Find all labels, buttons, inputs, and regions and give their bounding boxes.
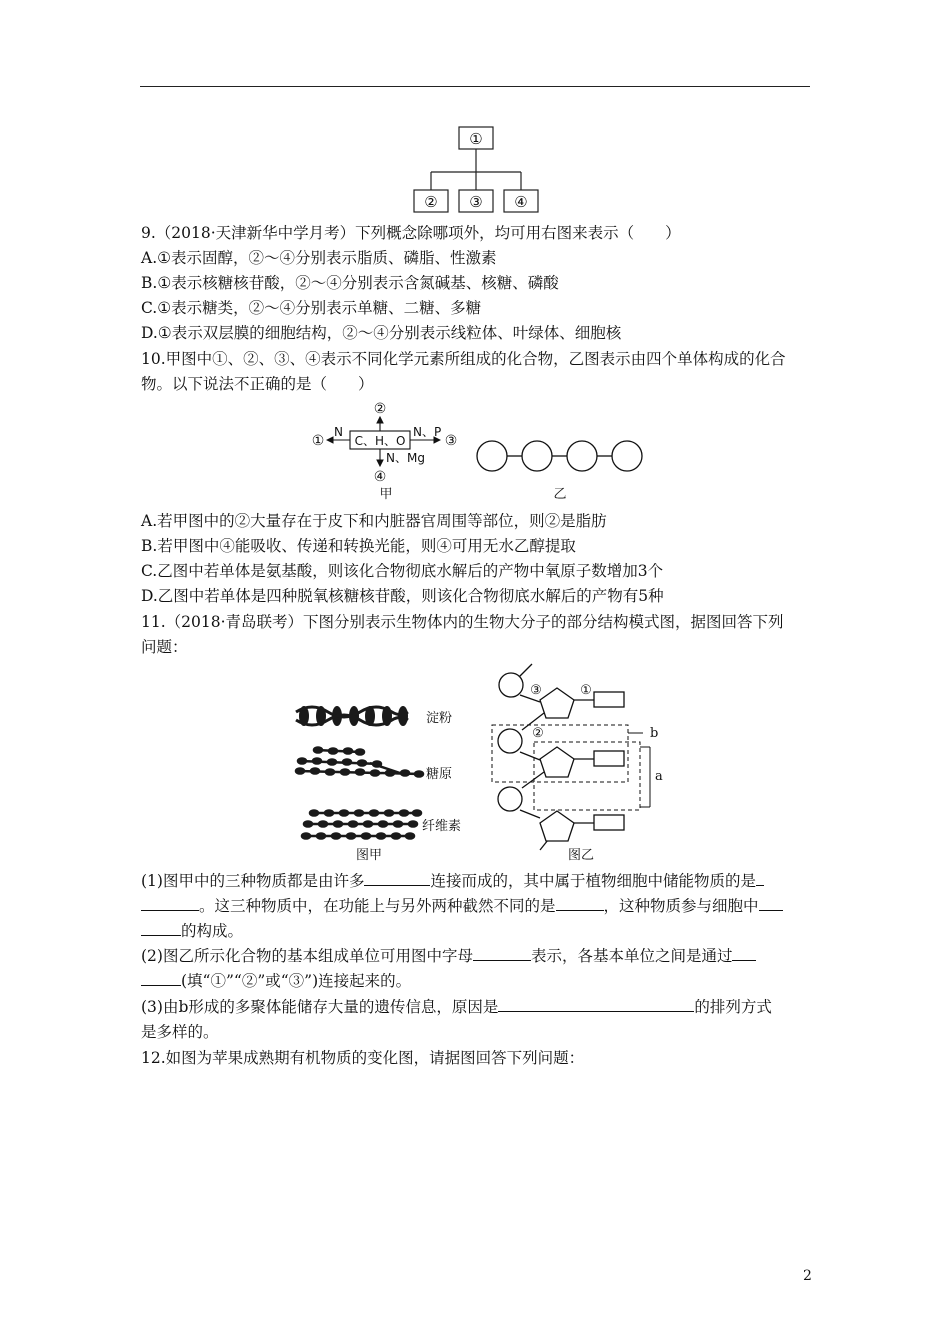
q10-option-c: C.乙图中若单体是氨基酸，则该化合物彻底水解后的产物中氧原子数增加3个: [141, 562, 664, 580]
q11-pentose: [540, 747, 574, 777]
page-number: 2: [803, 1268, 812, 1284]
q10-jia-bottom-elem: N、Mg: [386, 451, 425, 465]
q11-stem-line1: 11.（2018·青岛联考）下图分别表示生物体内的生物大分子的部分结构模式图，据图回答下列: [141, 613, 784, 631]
q11-phosphate: [498, 729, 522, 753]
q11-p1-line3: 的构成。: [141, 920, 243, 942]
q11-blank-1[interactable]: [364, 871, 430, 886]
q11-p1-line1: (1)图甲中的三种物质都是由许多 连接而成的，其中属于植物细胞中储能物质的是: [141, 870, 764, 892]
q11-base: [594, 751, 624, 766]
q11-blank-5[interactable]: [473, 946, 531, 961]
q11-blank-2-cont[interactable]: [141, 896, 199, 911]
q9-child-label: ③: [469, 193, 483, 211]
q11-blank-6[interactable]: [732, 946, 756, 961]
q11-label-a: a: [655, 769, 663, 784]
q11-p2-line2: (填“①”“②”或“③”)连接起来的。: [141, 970, 411, 992]
q11-phosphate: [499, 673, 523, 697]
q11-base: [594, 692, 624, 707]
q10-jia-right-elem: N、P: [413, 425, 442, 439]
q10-jia-left-num: ①: [311, 433, 325, 449]
q11-pentose: [540, 811, 574, 841]
q11-num-3: ③: [530, 683, 542, 698]
q10-stem-line1: 10.甲图中①、②、③、④表示不同化学元素所组成的化合物，乙图表示由四个单体构成的化合: [141, 350, 786, 368]
q11-label-b: b: [650, 726, 659, 741]
q11-blank-4[interactable]: [759, 896, 783, 911]
q10-option-a: A.若甲图中的②大量存在于皮下和内脏器官周围等部位，则②是脂肪: [141, 512, 607, 530]
q11-num-2: ②: [532, 726, 544, 741]
q11-p2-line1: (2)图乙所示化合物的基本组成单位可用图中字母 表示，各基本单位之间是通过: [141, 945, 756, 967]
q10-option-b: B.若甲图中④能吸收、传递和转换光能，则④可用无水乙醇提取: [141, 537, 576, 555]
q11-label-glycogen: 糖原: [426, 767, 453, 782]
q11-caption-yi: 图乙: [568, 848, 595, 863]
q11-blank-3[interactable]: [556, 896, 604, 911]
q11-stem-line2: 问题：: [141, 638, 188, 656]
q11-p3-line2: 是多样的。: [141, 1023, 219, 1041]
q10-jia-caption: 甲: [379, 487, 393, 502]
q11-p1-line2: 。这三种物质中，在功能上与另外两种截然不同的是 ，这种物质参与细胞中: [141, 895, 783, 917]
q9-option-b: B.①表示核糖核苷酸，②～④分别表示含氮碱基、核糖、磷酸: [141, 274, 559, 292]
q10-jia-left-elem: N: [334, 425, 343, 439]
q9-option-a: A.①表示固醇，②～④分别表示脂质、磷脂、性激素: [141, 249, 497, 267]
q9-top-label: ①: [469, 130, 483, 148]
q10-jia-top-num: ②: [373, 401, 387, 417]
q9-child-label: ②: [424, 193, 438, 211]
q9-option-d: D.①表示双层膜的细胞结构，②～④分别表示线粒体、叶绿体、细胞核: [141, 324, 622, 342]
q11-blank-4-cont[interactable]: [141, 921, 181, 936]
q10-jia-right-num: ③: [444, 433, 458, 449]
q10-jia-center: C、H、O: [354, 434, 406, 448]
q10-yi-caption: 乙: [553, 487, 567, 502]
q11-nucleotide-chain: [498, 664, 624, 850]
q10-stem-line2: 物。以下说法不正确的是（ ）: [141, 375, 374, 393]
q10-jia-bottom-num: ④: [373, 469, 387, 485]
q11-glycogen-drawing: [296, 748, 423, 777]
q9-stem: 9.（2018·天津新华中学月考）下列概念除哪项外，均可用右图来表示（ ）: [141, 224, 681, 242]
q11-label-cellulose: 纤维素: [422, 819, 462, 834]
q11-num-1: ①: [580, 683, 592, 698]
q11-pentose: [540, 688, 574, 718]
q9-option-c: C.①表示糖类，②～④分别表示单糖、二糖、多糖: [141, 299, 482, 317]
q11-cellulose-drawing: [302, 811, 421, 839]
q11-blank-6-cont[interactable]: [141, 971, 181, 986]
q11-blank-7[interactable]: [498, 997, 694, 1012]
q11-blank-2[interactable]: [756, 871, 764, 886]
q12-stem: 12.如图为苹果成熟期有机物质的变化图，请据图回答下列问题：: [141, 1049, 585, 1067]
q11-starch-drawing: [296, 706, 408, 726]
q11-p3-line1: (3)由b形成的多聚体能储存大量的遗传信息，原因是 的排列方式: [141, 998, 772, 1016]
q11-caption-jia: 图甲: [356, 848, 383, 863]
q9-child-label: ④: [514, 193, 528, 211]
q11-base: [594, 815, 624, 830]
q11-phosphate: [498, 787, 522, 811]
q10-option-d: D.乙图中若单体是四种脱氧核糖核苷酸，则该化合物彻底水解后的产物有5种: [141, 587, 664, 605]
q11-label-starch: 淀粉: [426, 711, 453, 726]
